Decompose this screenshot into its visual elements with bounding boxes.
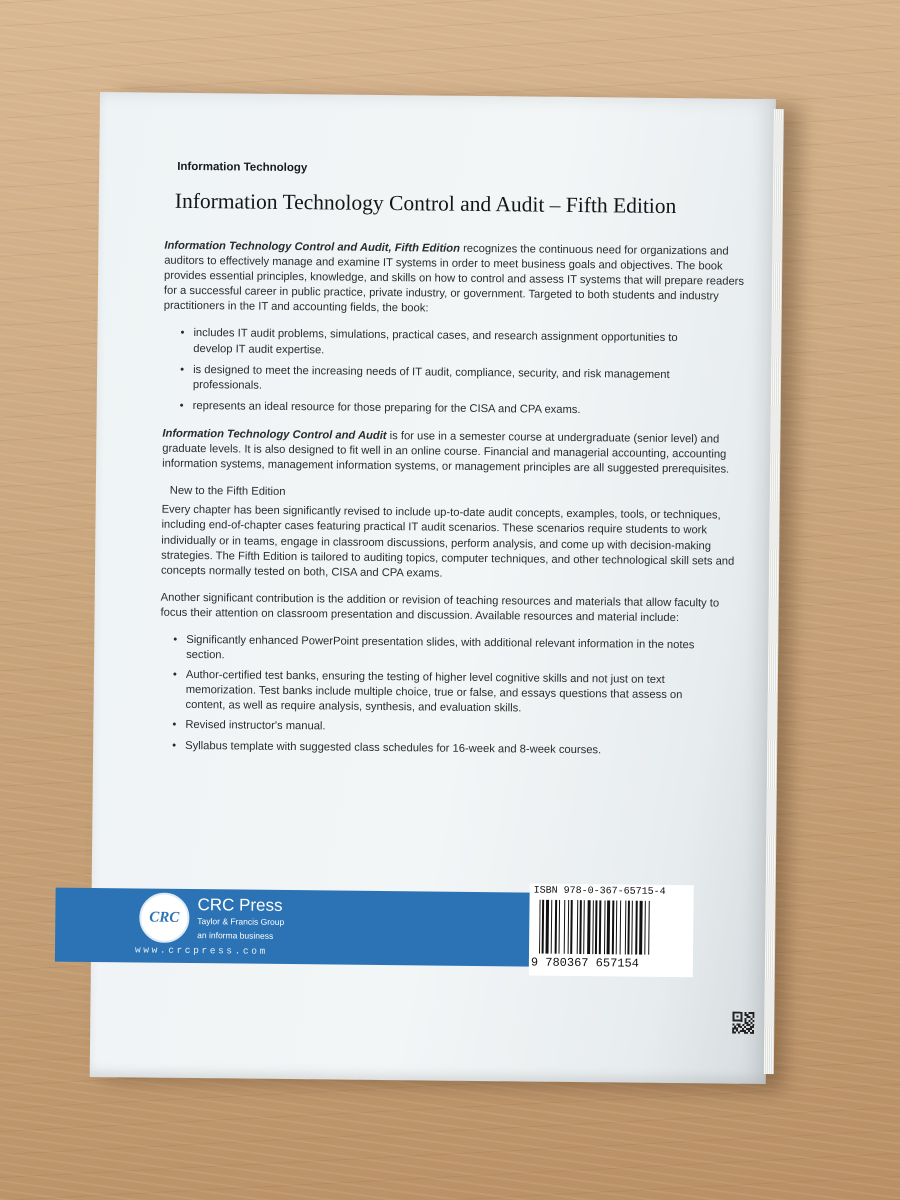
new-edition-heading: New to the Fifth Edition <box>169 484 286 499</box>
publisher-name: CRC Press <box>197 895 283 915</box>
barcode-bars-icon <box>539 900 684 956</box>
usage-lead: Information Technology Control and Audit <box>162 427 387 442</box>
publisher-band <box>55 888 534 967</box>
book-title: Information Technology Control and Audit – Fifth Edition <box>174 188 677 219</box>
feature-list <box>163 326 750 420</box>
revision-paragraph: Every chapter has been significantly revised to include up-to-date audit concepts, examples, tools, or techniques, including end-of-chapter cases featuring practical IT audit scenarios. These scenarios require students to work individually or in teams, engage in classroom discussions, perform analysis, and come up with decision-making strategies. The Fifth Edition is tailored to auditing topics, computer techniques, and other technological skill sets and concepts normally tested on both, CISA and CPA exams. <box>160 503 735 580</box>
feature-item: • is designed to meet the increasing needs of IT audit, compliance, security, and risk management professionals. <box>193 363 749 399</box>
publisher-website: www.crcpress.com <box>134 944 268 957</box>
intro-text: recognizes the continuous need for organizations and auditors to effectively manage and examine IT systems in order to meet business goals and objectives. The book provides essential principles, knowledge, and skills on how to control and assess IT systems that will prepare readers for a successful career in public practice, private industry, or government. Targeted to both students and industry practitioners in the IT and accounting fields, the book: <box>163 242 745 315</box>
barcode-digits: 9 780367 657154 <box>530 955 640 971</box>
isbn-text: ISBN 978-0-367-65715-4 <box>533 885 666 898</box>
logo-text: CRC <box>149 909 180 926</box>
publisher-group: Taylor & Francis Group <box>197 916 285 927</box>
resource-item: • Syllabus template with suggested class schedules for 16-week and 8-week courses. <box>185 738 745 759</box>
resource-item: • Author-certified test banks, ensuring the testing of higher level cognitive skills and not just on text memorization. Test banks include multiple choice, true or false, and essays questions that assess on content, as well as require analysis, synthesis, and evaluation skills. <box>185 668 745 719</box>
publisher-tagline: an informa business <box>197 930 274 941</box>
category-label: Information Technology <box>177 160 308 175</box>
intro-paragraph <box>164 239 751 321</box>
resource-item: • Revised instructor's manual. <box>185 718 745 739</box>
resource-item: • Significantly enhanced PowerPoint presentation slides, with additional relevant information in the notes section. <box>186 633 746 669</box>
resource-list <box>159 633 746 760</box>
resources-paragraph: Another significant contribution is the addition or revision of teaching resources and materials that allow faculty to focus their attention on classroom presentation and discussion. Available resources and material include: <box>160 591 720 624</box>
feature-item: • includes IT audit problems, simulations, practical cases, and research assignment opportunities to develop IT audit expertise. <box>193 326 749 362</box>
usage-text: is for use in a semester course at undergraduate (senior level) and graduate levels. It is also designed to fit well in an online course. Financial and managerial accounting, accounting information systems, management information systems, or management principles are all suggested prerequisites. <box>162 429 730 476</box>
usage-paragraph <box>162 427 748 478</box>
intro-lead: Information Technology Control and Audit, Fifth Edition <box>164 239 461 255</box>
crc-logo-icon <box>139 892 190 943</box>
book-back-cover <box>90 92 776 1084</box>
qr-code-icon <box>732 1012 754 1034</box>
feature-item: • represents an ideal resource for those preparing for the CISA and CPA exams. <box>193 399 749 420</box>
blurb <box>159 239 750 773</box>
isbn-barcode <box>529 884 694 978</box>
